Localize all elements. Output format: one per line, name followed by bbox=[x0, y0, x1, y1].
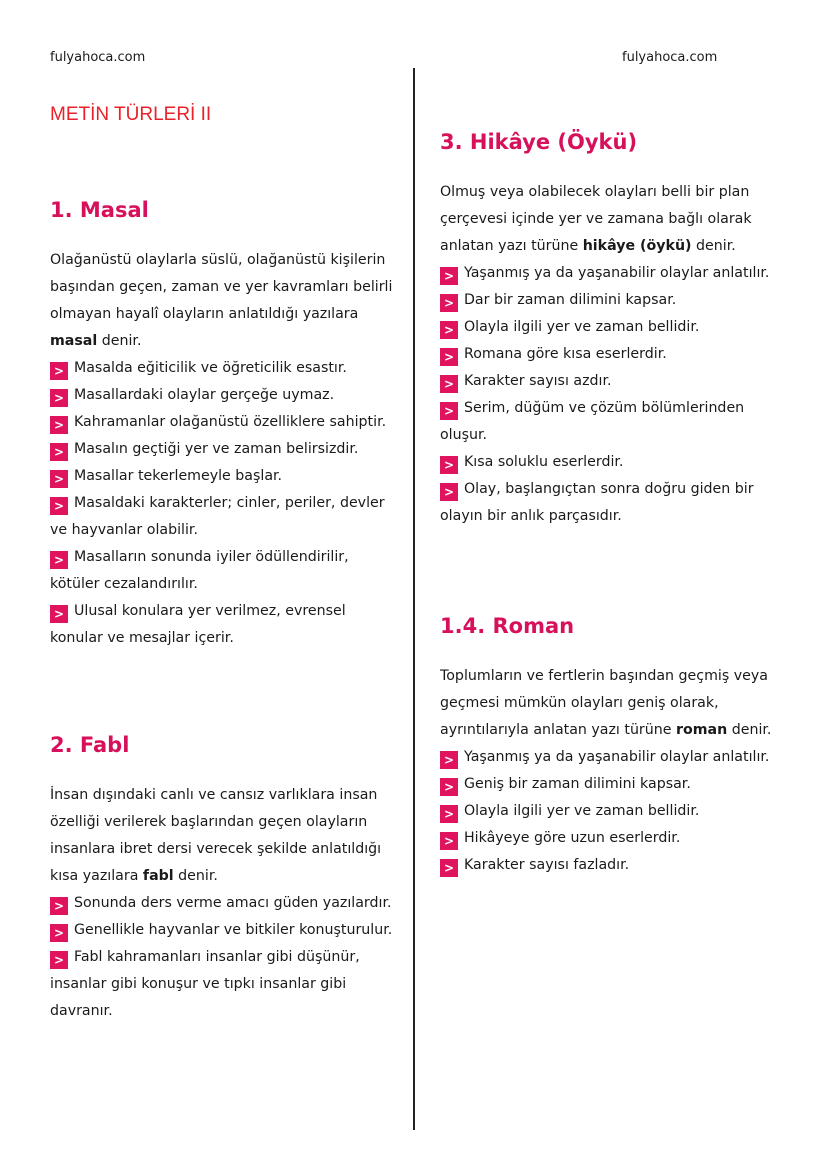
list-item bbox=[50, 917, 395, 944]
list-item-text: Masalda eğiticilik ve öğreticilik esastır. bbox=[74, 360, 347, 376]
page-title: METİN TÜRLERİ II bbox=[50, 104, 212, 125]
intro-text-end: denir. bbox=[691, 238, 736, 254]
chevron-right-icon: > bbox=[440, 294, 458, 312]
list-item-text: Dar bir zaman dilimini kapsar. bbox=[464, 292, 677, 308]
list-item-text: Genellikle hayvanlar ve bitkiler konuşturulur. bbox=[74, 922, 393, 938]
list-item bbox=[440, 449, 785, 476]
list-item bbox=[440, 287, 785, 314]
list-item-text: Karakter sayısı azdır. bbox=[464, 373, 612, 389]
section-fabl bbox=[50, 730, 395, 1025]
list-item bbox=[50, 382, 395, 409]
chevron-right-icon: > bbox=[440, 778, 458, 796]
section-masal bbox=[50, 195, 395, 652]
list-item-text: Masaldaki karakterler; cinler, periler, devler ve hayvanlar olabilir. bbox=[50, 495, 385, 538]
section-intro bbox=[50, 247, 395, 355]
list-item-text: Serim, düğüm ve çözüm bölümlerinden oluşur. bbox=[440, 400, 745, 443]
list-item-text: Masallar tekerlemeyle başlar. bbox=[74, 468, 283, 484]
list-item-text: Sonunda ders verme amacı güden yazılardır. bbox=[74, 895, 392, 911]
list-item-text: Yaşanmış ya da yaşanabilir olaylar anlatılır. bbox=[464, 749, 770, 765]
list-item bbox=[50, 598, 395, 652]
chevron-right-icon: > bbox=[50, 605, 68, 623]
list-item bbox=[440, 260, 785, 287]
list-item bbox=[440, 395, 785, 449]
list-item-text: Olayla ilgili yer ve zaman bellidir. bbox=[464, 803, 700, 819]
chevron-right-icon: > bbox=[440, 751, 458, 769]
chevron-right-icon: > bbox=[50, 897, 68, 915]
list-item bbox=[440, 798, 785, 825]
section-roman bbox=[440, 611, 785, 879]
list-item-text: Ulusal konulara yer verilmez, evrensel konular ve mesajlar içerir. bbox=[50, 603, 346, 646]
list-item-text: Masalın geçtiği yer ve zaman belirsizdir. bbox=[74, 441, 359, 457]
intro-term: fabl bbox=[142, 868, 174, 884]
list-item bbox=[440, 341, 785, 368]
chevron-right-icon: > bbox=[50, 470, 68, 488]
list-item-text: Geniş bir zaman dilimini kapsar. bbox=[464, 776, 691, 792]
intro-text: İnsan dışındaki canlı ve cansız varlıklara insan özelliği verilerek başlarından geçen olayların insanlara ibret dersi verecek şekilde anlatıldığı kısa yazılara bbox=[50, 787, 382, 884]
chevron-right-icon: > bbox=[440, 321, 458, 339]
site-name-right: fulyahoca.com bbox=[622, 50, 718, 65]
list-item-text: Olayla ilgili yer ve zaman bellidir. bbox=[464, 319, 700, 335]
section-intro bbox=[440, 179, 785, 260]
list-item bbox=[50, 355, 395, 382]
section-heading: 3. Hikâye (Öykü) bbox=[440, 130, 638, 154]
intro-text: Olmuş veya olabilecek olayları belli bir plan çerçevesi içinde yer ve zamana bağlı olarak anlatan yazı türüne bbox=[440, 184, 752, 254]
chevron-right-icon: > bbox=[50, 443, 68, 461]
chevron-right-icon: > bbox=[440, 402, 458, 420]
chevron-right-icon: > bbox=[440, 456, 458, 474]
list-item-text: Olay, başlangıçtan sonra doğru giden bir olayın bir anlık parçasıdır. bbox=[440, 481, 754, 524]
chevron-right-icon: > bbox=[50, 951, 68, 969]
chevron-right-icon: > bbox=[440, 859, 458, 877]
list-item-text: Karakter sayısı fazladır. bbox=[464, 857, 630, 873]
site-name-left: fulyahoca.com bbox=[50, 50, 146, 65]
list-item bbox=[50, 409, 395, 436]
section-intro bbox=[50, 782, 395, 890]
chevron-right-icon: > bbox=[440, 832, 458, 850]
section-intro bbox=[440, 663, 785, 744]
chevron-right-icon: > bbox=[50, 362, 68, 380]
intro-text: Toplumların ve fertlerin başından geçmiş veya geçmesi mümkün olayları geniş olarak, ayrıntılarıyla anlatan yazı türüne bbox=[440, 668, 768, 738]
chevron-right-icon: > bbox=[50, 497, 68, 515]
chevron-right-icon: > bbox=[50, 551, 68, 569]
section-heading: 1.4. Roman bbox=[440, 614, 575, 638]
list-item bbox=[440, 852, 785, 879]
intro-text-end: denir. bbox=[727, 722, 772, 738]
list-item-text: Romana göre kısa eserlerdir. bbox=[464, 346, 667, 362]
chevron-right-icon: > bbox=[440, 483, 458, 501]
intro-term: roman bbox=[676, 722, 728, 738]
list-item-text: Masalların sonunda iyiler ödüllendirilir, kötüler cezalandırılır. bbox=[50, 549, 349, 592]
intro-text-end: denir. bbox=[97, 333, 142, 349]
column-divider bbox=[413, 68, 415, 1130]
section-heading: 2. Fabl bbox=[50, 733, 130, 757]
list-item-text: Yaşanmış ya da yaşanabilir olaylar anlatılır. bbox=[464, 265, 770, 281]
chevron-right-icon: > bbox=[50, 924, 68, 942]
list-item bbox=[440, 476, 785, 530]
chevron-right-icon: > bbox=[440, 348, 458, 366]
list-item bbox=[50, 463, 395, 490]
list-item-text: Kahramanlar olağanüstü özelliklere sahiptir. bbox=[74, 414, 387, 430]
intro-term: hikâye (öykü) bbox=[582, 238, 692, 254]
chevron-right-icon: > bbox=[50, 389, 68, 407]
list-item bbox=[440, 368, 785, 395]
intro-text: Olağanüstü olaylarla süslü, olağanüstü kişilerin başından geçen, zaman ve yer kavramları belirli olmayan hayalî olayların anlatıldığı yazılara bbox=[50, 252, 393, 322]
list-item-text: Kısa soluklu eserlerdir. bbox=[464, 454, 624, 470]
list-item-text: Masallardaki olaylar gerçeğe uymaz. bbox=[74, 387, 335, 403]
intro-term: masal bbox=[50, 333, 98, 349]
list-item bbox=[440, 771, 785, 798]
list-item bbox=[50, 490, 395, 544]
section-hikaye bbox=[440, 127, 785, 530]
chevron-right-icon: > bbox=[440, 805, 458, 823]
list-item bbox=[50, 436, 395, 463]
list-item-text: Fabl kahramanları insanlar gibi düşünür, insanlar gibi konuşur ve tıpkı insanlar gibi davranır. bbox=[50, 949, 360, 1019]
chevron-right-icon: > bbox=[440, 267, 458, 285]
list-item bbox=[440, 744, 785, 771]
intro-text-end: denir. bbox=[173, 868, 218, 884]
chevron-right-icon: > bbox=[440, 375, 458, 393]
list-item bbox=[440, 314, 785, 341]
list-item bbox=[440, 825, 785, 852]
list-item-text: Hikâyeye göre uzun eserlerdir. bbox=[464, 830, 681, 846]
list-item bbox=[50, 544, 395, 598]
list-item bbox=[50, 944, 395, 1025]
list-item bbox=[50, 890, 395, 917]
section-heading: 1. Masal bbox=[50, 198, 149, 222]
chevron-right-icon: > bbox=[50, 416, 68, 434]
